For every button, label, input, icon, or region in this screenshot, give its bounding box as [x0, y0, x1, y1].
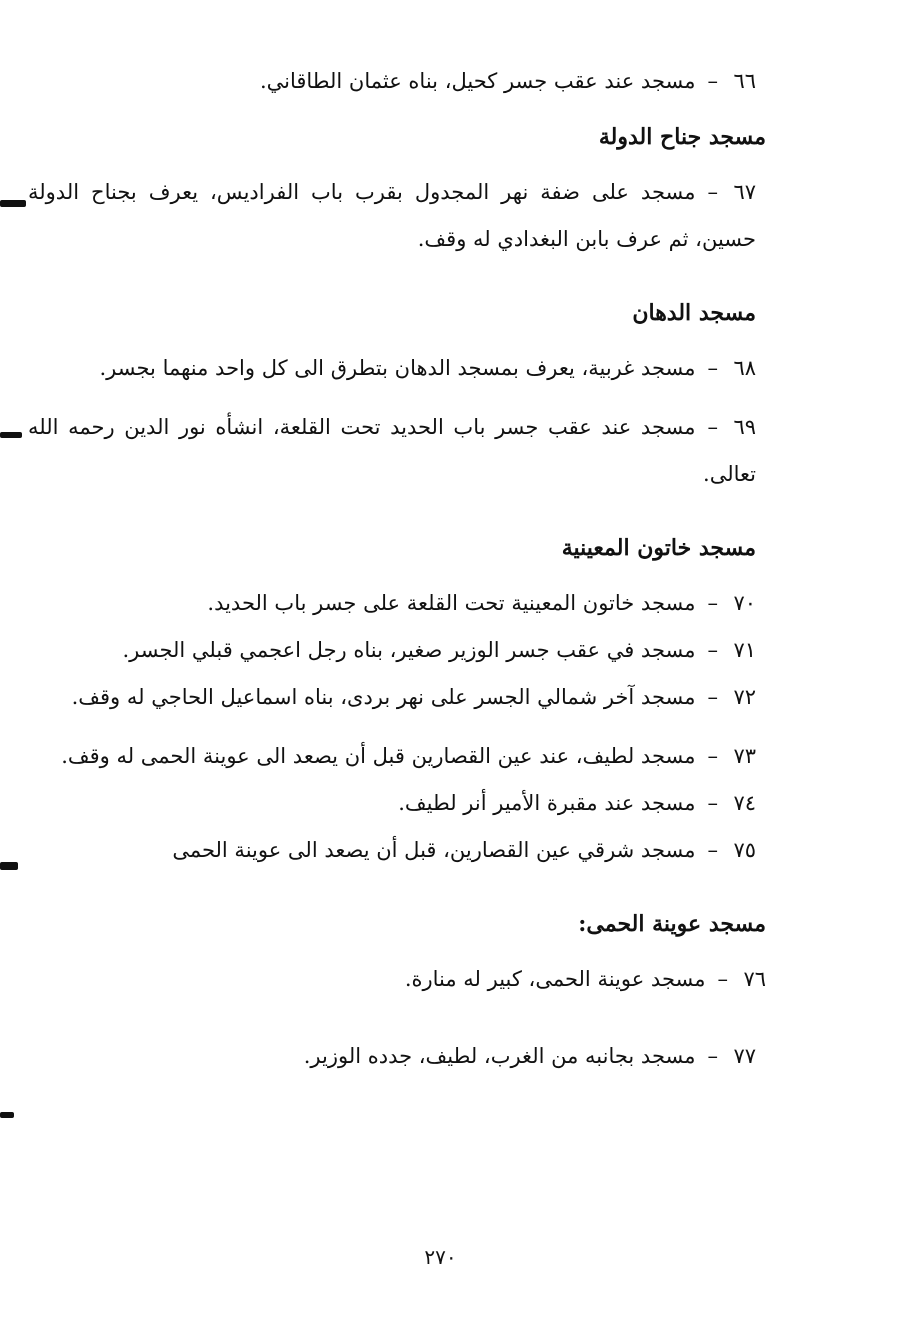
entry-73: ٧٣–مسجد لطيف، عند عين القصارين قبل أن يصعد الى عوينة الحمى له وقف.	[28, 733, 756, 780]
scan-edge-mark	[0, 1112, 14, 1118]
text-column	[28, 58, 766, 1080]
entry-70: ٧٠–مسجد خاتون المعينية تحت القلعة على جسر باب الحديد.	[61, 580, 756, 627]
scan-edge-mark	[0, 432, 22, 438]
entry-text: مسجد عند مقبرة الأمير أنر لطيف.	[398, 791, 696, 815]
entry-number: ٦٩	[733, 415, 756, 439]
section-heading: مسجد خاتون المعينية	[561, 535, 756, 561]
entry-text: مسجد على ضفة نهر المجدول بقرب باب الفراديس، يعرف بجناح الدولة حسين، ثم عرف بابن البغدادي له وقف.	[28, 180, 756, 251]
entry-number: ٧٣	[733, 744, 756, 768]
entry-75: ٧٥–مسجد شرقي عين القصارين، قبل أن يصعد الى عوينة الحمى	[61, 827, 756, 874]
entry-text: مسجد عند عقب جسر باب الحديد تحت القلعة، انشأه نور الدين رحمه الله تعالى.	[28, 415, 756, 486]
entry-text: مسجد غربية، يعرف بمسجد الدهان بتطرق الى كل واحد منهما بجسر.	[99, 356, 696, 380]
entry-number: ٦٧	[733, 180, 756, 204]
page-number: ٢٧٠	[424, 1245, 457, 1269]
entry-69: ٦٩–مسجد عند عقب جسر باب الحديد تحت القلعة، انشأه نور الدين رحمه الله تعالى.	[28, 404, 756, 498]
entry-71: ٧١–مسجد في عقب جسر الوزير صغير، بناه رجل اعجمي قبلي الجسر.	[61, 627, 756, 674]
entry-number: ٦٨	[733, 356, 756, 380]
entry-number: ٧١	[733, 638, 756, 662]
entry-72: ٧٢–مسجد آخر شمالي الجسر على نهر بردى، بناه اسماعيل الحاجي له وقف.	[28, 674, 756, 721]
entry-74: ٧٤–مسجد عند مقبرة الأمير أنر لطيف.	[61, 780, 756, 827]
entry-number: ٧٠	[733, 591, 756, 615]
entry-text: مسجد لطيف، عند عين القصارين قبل أن يصعد الى عوينة الحمى له وقف.	[61, 744, 696, 768]
entry-76: ٧٦–مسجد عوينة الحمى، كبير له منارة.	[61, 956, 766, 1003]
entry-text: مسجد في عقب جسر الوزير صغير، بناه رجل اعجمي قبلي الجسر.	[122, 638, 696, 662]
entry-68: ٦٨–مسجد غربية، يعرف بمسجد الدهان بتطرق الى كل واحد منهما بجسر.	[28, 345, 756, 392]
section-heading: مسجد عوينة الحمى:	[578, 911, 766, 937]
entry-number: ٧٢	[733, 685, 756, 709]
entry-67: ٦٧–مسجد على ضفة نهر المجدول بقرب باب الفراديس، يعرف بجناح الدولة حسين، ثم عرف بابن البغدادي له وقف.	[28, 169, 756, 263]
entry-text: مسجد عوينة الحمى، كبير له منارة.	[404, 967, 706, 991]
entry-text: مسجد شرقي عين القصارين، قبل أن يصعد الى عوينة الحمى	[172, 838, 696, 862]
entry-text: مسجد آخر شمالي الجسر على نهر بردى، بناه اسماعيل الحاجي له وقف.	[71, 685, 696, 709]
entry-text: مسجد خاتون المعينية تحت القلعة على جسر باب الحديد.	[207, 591, 696, 615]
entry-66: ٦٦–مسجد عند عقب جسر كحيل، بناه عثمان الطاقاني.	[61, 58, 756, 105]
section-heading: مسجد الدهان	[632, 300, 756, 326]
entry-number: ٧٤	[733, 791, 756, 815]
entry-text: مسجد عند عقب جسر كحيل، بناه عثمان الطاقاني.	[259, 69, 696, 93]
entry-number: ٦٦	[733, 69, 756, 93]
entry-77: ٧٧–مسجد بجانبه من الغرب، لطيف، جدده الوزير.	[61, 1033, 756, 1080]
scan-edge-mark	[0, 862, 18, 870]
entry-text: مسجد بجانبه من الغرب، لطيف، جدده الوزير.	[303, 1044, 696, 1068]
entry-number: ٧٧	[733, 1044, 756, 1068]
scan-edge-mark	[0, 200, 26, 207]
section-heading: مسجد جناح الدولة	[598, 124, 766, 150]
entry-number: ٧٥	[733, 838, 756, 862]
entry-number: ٧٦	[743, 967, 766, 991]
